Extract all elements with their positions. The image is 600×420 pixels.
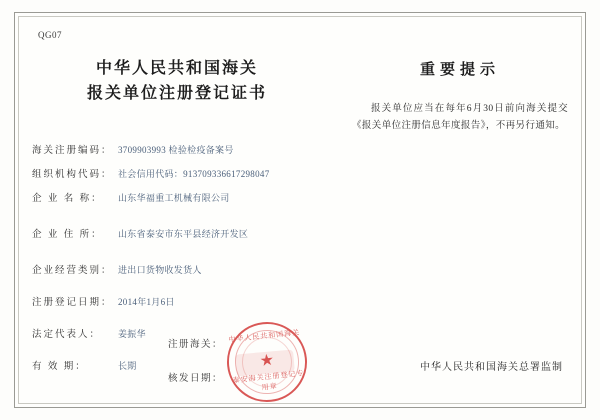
field-row [32,294,352,308]
title-block [32,58,332,105]
field-label: 企业经营类别： [32,266,113,276]
issue-date-label: 核发日期： [168,374,224,384]
field-label: 海关注册编码： [32,146,113,156]
field-value: 山东华福重工机械有限公司 [118,193,230,203]
field-value: 山东省泰安市东平县经济开发区 [118,229,249,239]
signature-left [168,336,223,384]
issuing-authority: 中华人民共和国海关总署监制 [420,362,563,373]
field-label: 注册登记日期： [32,298,113,308]
seal-bottom-text: 泰安海关注册登记专用章 [232,369,305,392]
field-label: 组织机构代码： [32,170,113,180]
field-value: 进出口货物收发货人 [118,265,202,275]
field-label: 法定代表人： [32,330,102,340]
document-code: QG07 [38,30,62,40]
field-row [32,262,352,276]
field-label: 企 业 住 所： [32,230,103,240]
field-row [32,166,352,180]
field-row [32,142,352,156]
notice-text-body: 报关单位应当在每年6月30日前向海关提交《报关单位注册信息年度报告》，不再另行通知。 [352,104,568,131]
field-value: 姜振华 [118,329,146,339]
seal-top-text: 中华人民共和国海关 [228,328,301,344]
registrar-label: 注册海关： [168,340,224,350]
certificate-title-line-1: 中华人民共和国海关 [95,60,258,77]
field-value: 3709903993 检验检疫备案号 [118,145,234,155]
field-value: 社会信用代码：913709336617298047 [118,169,270,179]
certificate-title-line-2: 报关单位注册登记证书 [86,85,267,102]
field-row [32,226,352,240]
field-label: 有 效 期： [32,362,87,372]
field-row [32,190,352,204]
notice-heading: 重要提示 [419,62,500,78]
field-label: 企 业 名 称： [32,194,103,204]
field-value: 长期 [118,361,137,371]
notice-block [352,58,568,135]
field-value: 2014年1月6日 [118,297,175,307]
seal-star-icon: ★ [258,351,275,371]
notice-text [352,101,568,135]
